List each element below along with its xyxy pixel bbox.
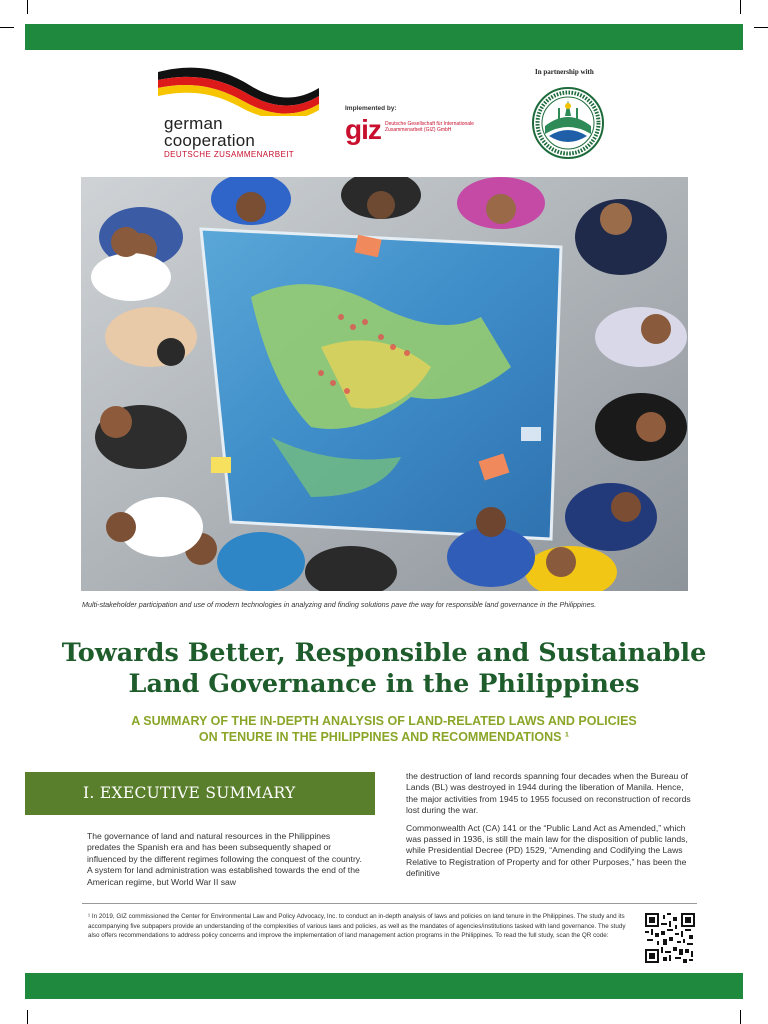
body-paragraph: the destruction of land records spanning four decades when the Bureau of Lands (BL) was destroyed in 1944 during the liberation of Manila. Hence, the major activities from 1945 to 1955 focused on reconstruction of records lost during the war. <box>406 771 691 816</box>
german-flag-wave-icon <box>156 66 326 116</box>
german-cooperation-logo <box>156 66 326 162</box>
crop-mark <box>740 0 741 14</box>
body-column-right <box>406 771 696 886</box>
footnote: ¹ In 2019, GIZ commissioned the Center for Environmental Law and Policy Advocacy, Inc. to conduct an in-depth analysis of laws and policies on land tenure in the Philippines. The study and its accompanying five subpapers provide an understanding of the complexities of various laws and policies, as well as the mandates of agencies/institutions tasked with land governance. The study also offers recommendations to address policy concerns and improve the implementation of land management action programs in the Philippines. To read the full study, scan the QR code: <box>88 913 626 940</box>
qr-code-icon[interactable] <box>645 913 695 963</box>
page-title <box>30 638 738 700</box>
photo-caption: Multi-stakeholder participation and use of modern technologies in analyzing and finding solutions pave the way for responsible land governance in the Philippines. <box>82 600 597 609</box>
giz-full-name: Deutsche Gesellschaft für Internationale Zusammenarbeit (GIZ) GmbH <box>385 121 474 133</box>
partnership-label: In partnership with <box>535 68 594 76</box>
german-cooperation-line1: german <box>164 114 223 133</box>
footnote-divider <box>82 903 697 904</box>
crop-mark <box>27 0 28 14</box>
subtitle-line2: ON TENURE IN THE PHILIPPINES AND RECOMMENDATIONS ¹ <box>198 730 570 744</box>
crop-mark <box>27 1010 28 1024</box>
section-heading: I. EXECUTIVE SUMMARY <box>83 784 296 802</box>
top-green-band <box>25 24 743 50</box>
body-paragraph: Commonwealth Act (CA) 141 or the “Public Land Act as Amended,” which was passed in 1936, is still the main law for the disposition of public lands, while Presidential Decree (PD) 1529, “Amending and Codifying the Laws Relative to Registration of Property and for other Purposes,” has been the definitive <box>406 822 688 879</box>
bottom-green-band <box>25 973 743 999</box>
section-heading-box <box>25 772 375 815</box>
crop-mark <box>754 27 768 28</box>
implemented-by-label: Implemented by: <box>345 105 397 112</box>
crop-mark <box>0 27 14 28</box>
german-cooperation-line2: cooperation <box>164 131 256 150</box>
title-line2: Land Governance in the Philippines <box>128 669 640 699</box>
workshop-photo <box>81 177 688 591</box>
title-line1: Towards Better, Responsible and Sustainable <box>61 638 707 668</box>
subtitle-line1: A SUMMARY OF THE IN-DEPTH ANALYSIS OF LAND-RELATED LAWS AND POLICIES <box>131 714 637 728</box>
subtitle <box>60 713 708 745</box>
giz-logo: giz <box>345 114 381 145</box>
body-column-left <box>87 831 365 894</box>
crop-mark <box>740 1010 741 1024</box>
body-paragraph: The governance of land and natural resources in the Philippines predates the Spanish era and has been subsequently shaped or influenced by the different regimes following the conquest of the country. A system for land administration was established towards the end of the American regime, but World War II saw <box>87 831 362 887</box>
german-cooperation-line3: DEUTSCHE ZUSAMMENARBEIT <box>164 150 295 159</box>
denr-seal-icon <box>531 86 605 160</box>
